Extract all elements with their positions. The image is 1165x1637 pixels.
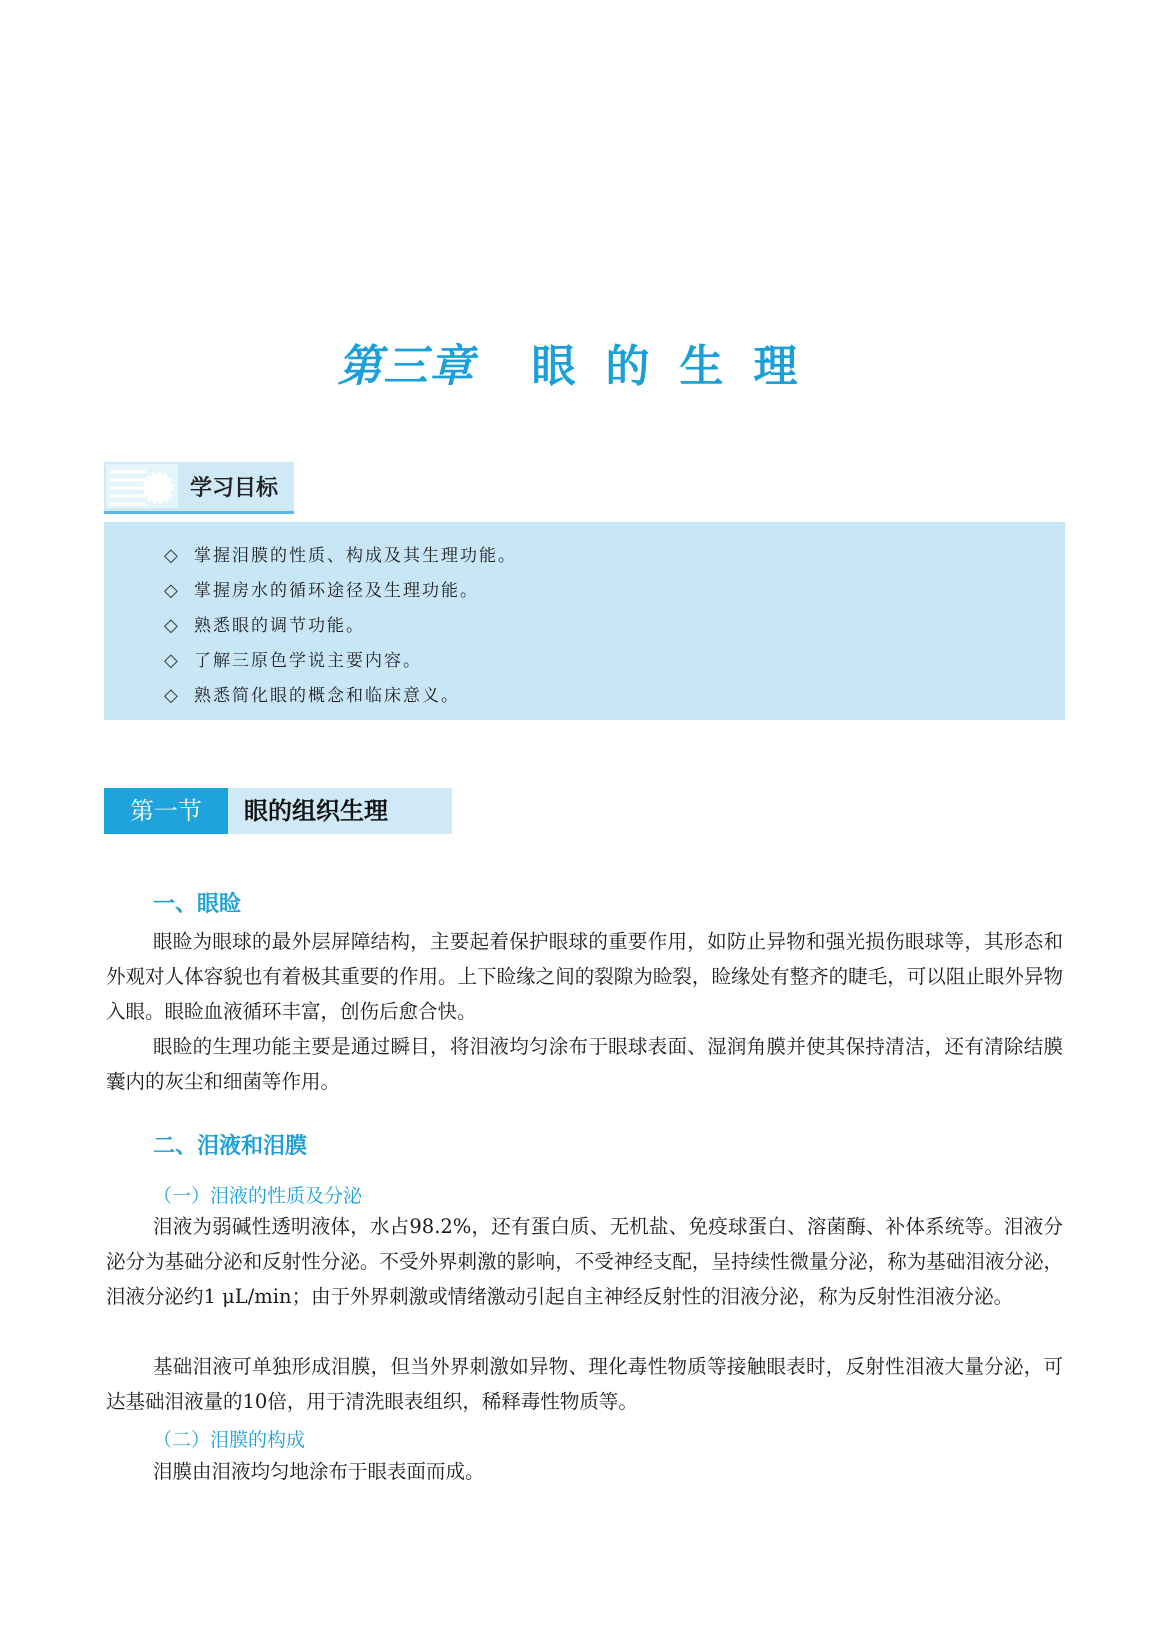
objectives-list: [104, 522, 1065, 713]
objective-item: ◇ 熟悉眼的调节功能。: [164, 608, 1065, 643]
section-number: 第一节: [104, 788, 228, 834]
section-title: 眼的组织生理: [228, 788, 452, 834]
objectives-box: [104, 522, 1065, 720]
part-heading-tear-properties: （一）泪液的性质及分泌: [153, 1185, 363, 1207]
objectives-label: 学习目标: [190, 476, 279, 501]
subsection-heading-eyelid: 一、眼睑: [153, 892, 242, 917]
diamond-icon: ◇: [164, 545, 178, 566]
chapter-title: [0, 330, 1165, 394]
objective-item: ◇ 掌握房水的循环途径及生理功能。: [164, 573, 1065, 608]
paragraph: 眼睑为眼球的最外层屏障结构，主要起着保护眼球的重要作用，如防止异物和强光损伤眼球等，其形态和外观对人体容貌也有着极其重要的作用。上下睑缘之间的裂隙为睑裂，睑缘处有整齐的睫毛，可以阻止眼外异物入眼。眼睑血液循环丰富，创伤后愈合快。: [106, 930, 1063, 1023]
chapter-name: 眼的生理: [531, 341, 828, 392]
paragraph: 眼睑的生理功能主要是通过瞬目，将泪液均匀涂布于眼球表面、湿润角膜并使其保持清洁，还有清除结膜囊内的灰尘和细菌等作用。: [106, 1035, 1063, 1093]
diamond-icon: ◇: [164, 615, 178, 636]
objective-item: ◇ 熟悉简化眼的概念和临床意义。: [164, 678, 1065, 713]
subsection-heading-tears: 二、泪液和泪膜: [153, 1134, 308, 1159]
paragraph: 泪膜由泪液均匀地涂布于眼表面而成。: [153, 1460, 485, 1483]
objective-item: ◇ 掌握泪膜的性质、构成及其生理功能。: [164, 538, 1065, 573]
diamond-icon: ◇: [164, 685, 178, 706]
part-heading-tear-film: （二）泪膜的构成: [153, 1429, 306, 1451]
paragraph: 基础泪液可单独形成泪膜，但当外界刺激如异物、理化毒性物质等接触眼表时，反射性泪液大量分泌，可达基础泪液量的10倍，用于清洗眼表组织，稀释毒性物质等。: [106, 1355, 1063, 1413]
diamond-icon: ◇: [164, 650, 178, 671]
diamond-icon: ◇: [164, 580, 178, 601]
sun-icon: [106, 464, 178, 508]
objective-item: ◇ 了解三原色学说主要内容。: [164, 643, 1065, 678]
objectives-header: [104, 462, 294, 514]
chapter-number: 第三章: [337, 341, 476, 392]
paragraph: 泪液为弱碱性透明液体，水占98.2%，还有蛋白质、无机盐、免疫球蛋白、溶菌酶、补体系统等。泪液分泌分为基础分泌和反射性分泌。不受外界刺激的影响，不受神经支配，呈持续性微量分泌，称为基础泪液分泌，泪液分泌约1 μL/min；由于外界刺激或情绪激动引起自主神经反射性的泪液分泌，称为反射性泪液分泌。: [106, 1215, 1063, 1308]
